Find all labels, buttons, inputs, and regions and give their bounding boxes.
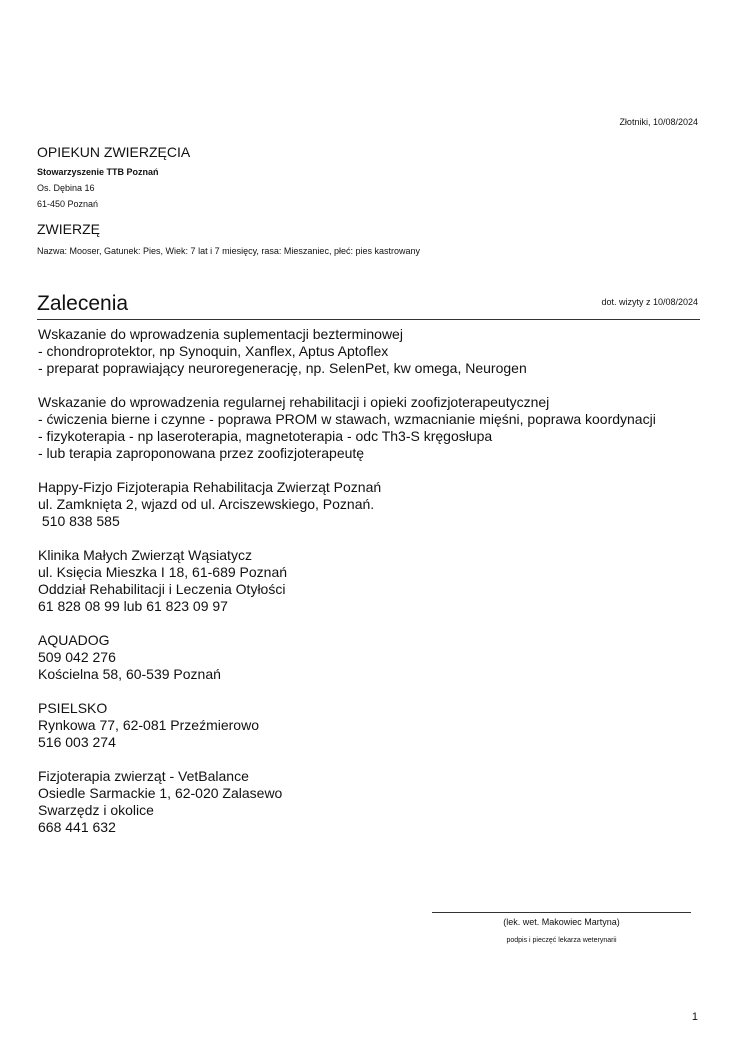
signature-line xyxy=(432,912,691,913)
animal-description: Nazwa: Mooser, Gatunek: Pies, Wiek: 7 lat i 7 miesięcy, rasa: Mieszaniec, płeć: pies kastrowany xyxy=(37,246,420,256)
recommendations-body: Wskazanie do wprowadzenia suplementacji bezterminowej - chondroprotektor, np Synoquin, Xanflex, Aptus Aptoflex - preparat poprawiający neuroregenerację, np. SelenPet, kw omega, Neurogen Wskazanie do wprowadzenia regularnej rehabilitacji i opieki zoofizjoterapeutycznej - ćwiczenia bierne i czynne - poprawa PROM w stawach, wzmacnianie mięśni, poprawa koordynacji - fizykoterapia - np laseroterapia, magnetoterapia - odc Th3-S kręgosłupa - lub terapia zaproponowana przez zoofizjoterapeutę Happy-Fizjo Fizjoterapia Rehabilitacja Zwierząt Poznań ul. Zamknięta 2, wjazd od ul. Arciszewskiego, Poznań. 510 838 585 Klinika Małych Zwierząt Wąsiatycz ul. Księcia Mieszka I 18, 61-689 Poznań Oddział Rehabilitacji i Leczenia Otyłości 61 828 08 99 lub 61 823 09 97 AQUADOG 509 042 276 Kościelna 58, 60-539 Poznań PSIELSKO Rynkowa 77, 62-081 Przeźmierowo 516 003 274 Fizjoterapia zwierząt - VetBalance Osiedle Sarmackie 1, 62-020 Zalasewo Swarzędz i okolice 668 441 632 xyxy=(38,326,656,835)
owner-address-line2: 61-450 Poznań xyxy=(37,199,99,209)
signature-name: (lek. wet. Makowiec Martyna) xyxy=(503,917,620,927)
recommendations-heading: Zalecenia xyxy=(37,292,129,315)
page-number: 1 xyxy=(691,1011,698,1023)
owner-address-line1: Os. Dębina 16 xyxy=(37,183,95,193)
section-divider xyxy=(37,319,700,320)
animal-heading: ZWIERZĘ xyxy=(37,221,100,237)
owner-heading: OPIEKUN ZWIERZĘCIA xyxy=(37,144,191,160)
owner-name: Stowarzyszenie TTB Poznań xyxy=(37,167,159,177)
visit-note: dot. wizyty z 10/08/2024 xyxy=(601,297,698,307)
signature-caption: podpis i pieczęć lekarza weterynarii xyxy=(506,937,617,944)
document-date: Złotniki, 10/08/2024 xyxy=(619,117,698,127)
